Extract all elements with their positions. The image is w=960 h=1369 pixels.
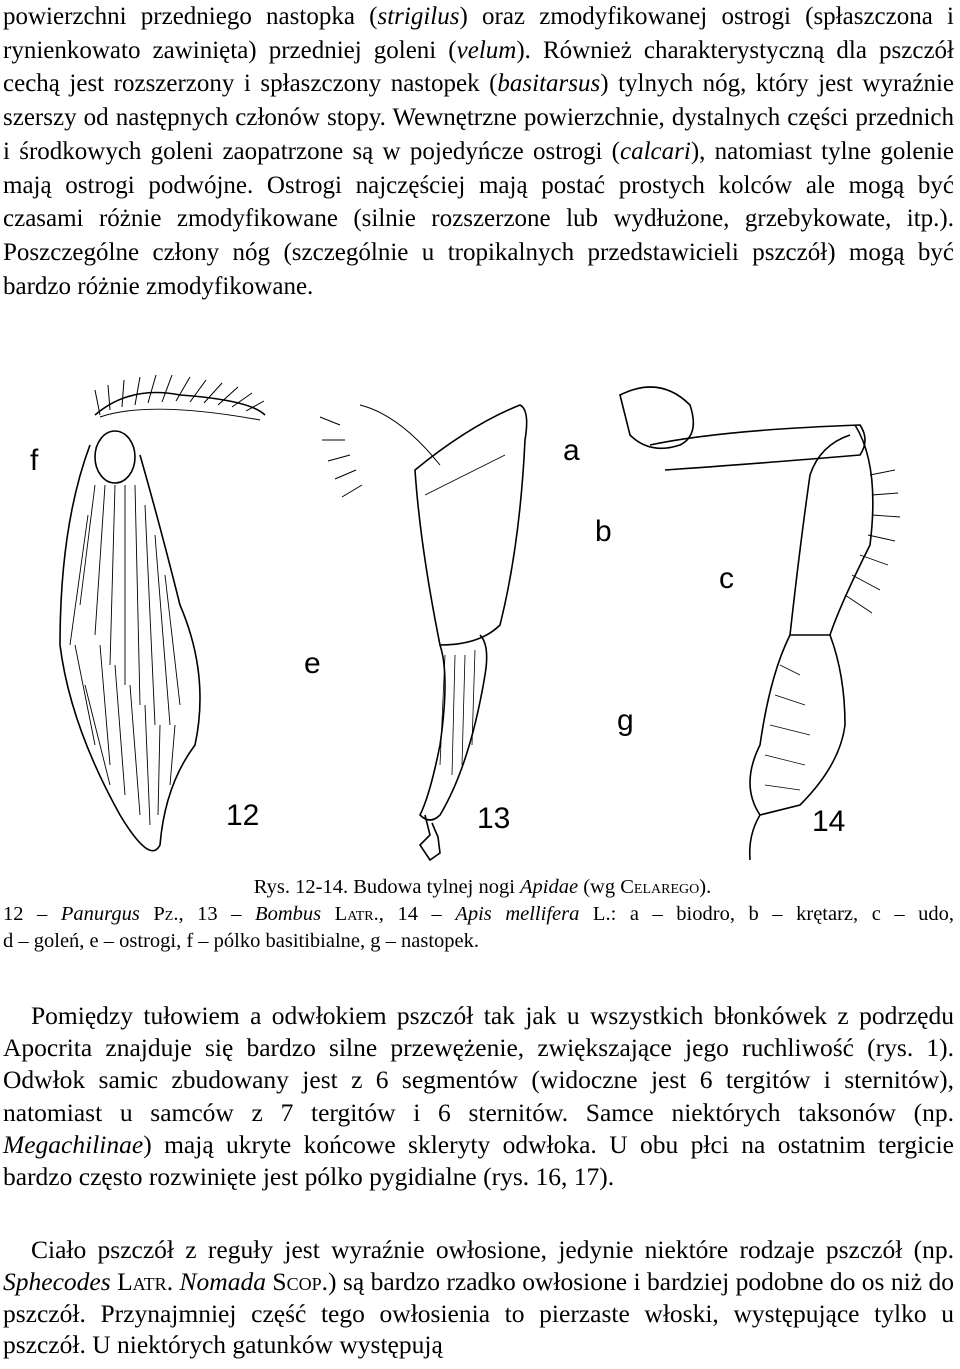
term-italic: Megachilinae: [3, 1129, 144, 1159]
label-f: f: [30, 444, 39, 477]
leg-illustration: [0, 345, 960, 865]
text-run: ) mają ukryte końcowe skleryty odwłoka. U obu płci na ostatnim tergicie bardzo często rozwinięte jest pólko pygidialne (rys. 16, 17).: [3, 1129, 954, 1192]
text-run: ), natomiast tylne golenie mają ostrogi podwójne. Ostrogi najczęściej mają postać prostych kolców ale mogą być czasami różnie zmodyfikowane (silnie rozszerzone lub wydłużone, grzebykowate, itp.). Poszczególne człony nóg (szczególnie u tropikalnych przedstawicieli pszczół) mogą być bardzo różnie zmodyfikowane.: [3, 137, 954, 300]
text-run: Pomiędzy tułowiem a odwłokiem pszczół tak jak u wszystkich błonkówek z podrzędu Apocrita znajduje się bardzo silne przewężenie, zwiększające jego ruchliwość (rys. 1). Odwłok samic zbudowany jest z 6 segmentów (widoczne jest 6 tergitów i sternitów), natomiast u samców z 7 tergitów i 6 sternitów. Samce niektórych taksonów (np.: [3, 1001, 954, 1127]
label-b: b: [595, 515, 612, 548]
term-italic: basitarsus: [497, 70, 601, 98]
label-g: g: [617, 704, 634, 737]
author-smallcaps: Latr: [117, 1266, 167, 1296]
figure-13-drawing: [320, 405, 527, 860]
caption-line-1: 12 – Panurgus Pz., 13 – Bombus Latr., 14 – Apis mellifera L.: a – biodro, b – krętarz, c – udo,: [3, 903, 955, 925]
paragraph-hair: [3, 1234, 954, 1361]
text-run: powierzchni przedniego nastopka (: [3, 3, 378, 30]
term-italic: Sphecodes: [3, 1266, 111, 1296]
paragraph-abdomen: [3, 1000, 954, 1193]
term-italic: calcari: [620, 137, 691, 165]
label-c: c: [719, 562, 734, 595]
term-italic: velum: [456, 36, 517, 64]
author-smallcaps: Scop: [272, 1266, 322, 1296]
term-italic: strigilus: [377, 3, 460, 30]
figure-12-drawing: [60, 375, 265, 851]
text-run: ). Również charakterystyczną dla pszczół cechą jest rozszerzony i spłaszczony nastopek (: [3, 36, 954, 98]
label-e: e: [304, 647, 321, 680]
caption-title: Rys. 12-14. Budowa tylnej nogi Apidae (wg Celarego).: [253, 876, 712, 898]
text-run: ) oraz zmodyfikowanej ostrogi (spłaszczona i rynienkowato zawinięta) przedniej goleni (: [3, 3, 954, 64]
text-run: ) tylnych nóg, który jest wyraźnie szerszy od następnych członów stopy. Wewnętrzne powierzchnie, dystalnych części przednich i środkowych goleni zaopatrzone są w pojedyńcze ostrogi (: [3, 70, 954, 165]
figure-caption: [3, 874, 954, 955]
figure-number-12: 12: [226, 799, 260, 832]
caption-line-2: d – goleń, e – ostrogi, f – pólko basitibialne, g – nastopek.: [3, 930, 479, 952]
text-run: .: [166, 1266, 180, 1296]
paragraph-legs: [3, 0, 954, 303]
figure-number-14: 14: [812, 805, 846, 838]
text-run: .) są bardzo rzadko owłosione i bardziej podobne do os niż do pszczół. Przynajmniej część tego owłosienia to pierzaste włoski, występujące tylko u pszczół. U niektórych gatunków występują: [3, 1266, 955, 1360]
text-run: Ciało pszczół z reguły jest wyraźnie owłosione, jedynie niektóre rodzaje pszczół (np.: [31, 1235, 954, 1264]
figure-14-drawing: [620, 387, 900, 860]
figure-number-13: 13: [477, 802, 511, 835]
label-a: a: [563, 434, 580, 467]
term-italic: Nomada: [179, 1266, 266, 1296]
